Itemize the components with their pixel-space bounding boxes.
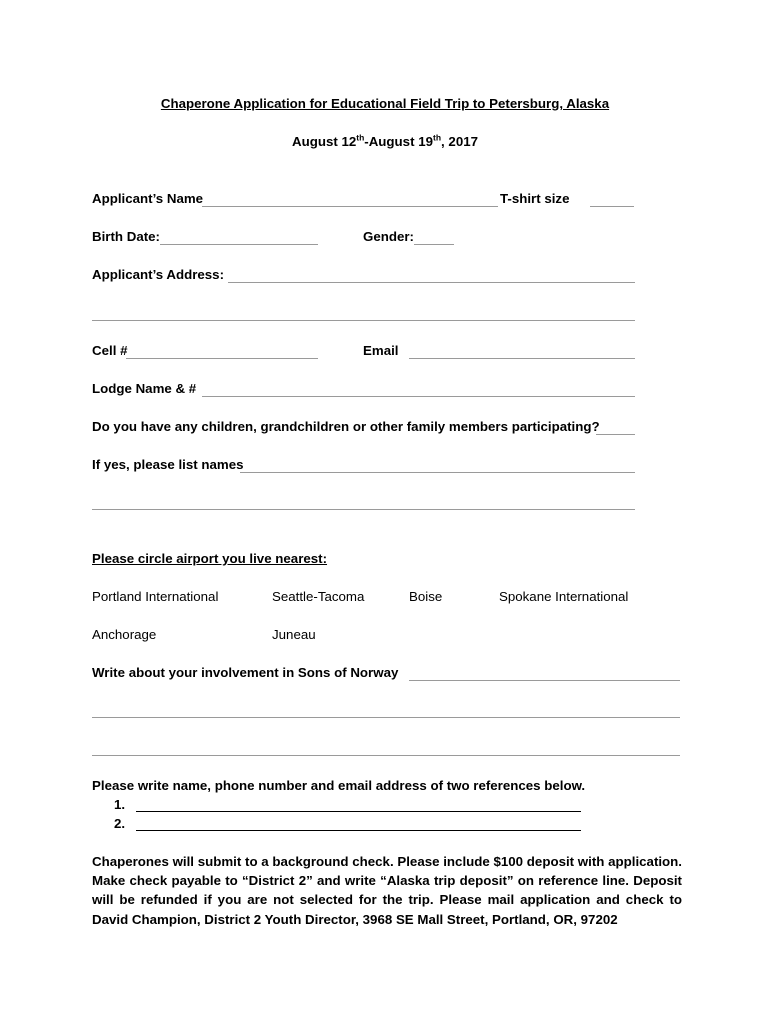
closing-instructions: Chaperones will submit to a background check. Please include $100 deposit with application. Make check payable to “District 2” and write “Alaska trip deposit” on reference line. Deposit will be refunded if you are not selected for the trip. Please mail application and check to David Champion, District 2 Youth Director, 3968 SE Mall Street, Portland, OR, 97202	[92, 854, 682, 927]
birth-date-field[interactable]	[160, 244, 318, 245]
references-heading: Please write name, phone number and email address of two references below.	[92, 778, 586, 793]
cell-field[interactable]	[126, 358, 318, 359]
lodge-label: Lodge Name & #	[92, 381, 197, 396]
form-title: Chaperone Application for Educational Field Trip to Petersburg, Alaska	[160, 96, 610, 111]
applicant-name-field[interactable]	[202, 206, 498, 207]
airport-option[interactable]: Portland International	[92, 589, 219, 604]
names-label: If yes, please list names	[92, 457, 244, 472]
applicant-name-label: Applicant’s Name	[92, 191, 204, 206]
date-start-suffix: th	[356, 132, 365, 143]
address-field-line-1[interactable]	[228, 282, 635, 283]
trip-dates	[0, 134, 770, 150]
date-end-suffix: th	[433, 132, 442, 143]
cell-label: Cell #	[92, 343, 128, 358]
lodge-field[interactable]	[202, 396, 635, 397]
reference-number: 1.	[114, 797, 126, 812]
email-label: Email	[363, 343, 399, 358]
email-field[interactable]	[409, 358, 635, 359]
airport-option[interactable]: Spokane International	[499, 589, 629, 604]
reference-field-1[interactable]	[136, 811, 581, 812]
birth-date-label: Birth Date:	[92, 229, 160, 244]
names-field-line-2[interactable]	[92, 509, 635, 510]
tshirt-size-label: T-shirt size	[500, 191, 570, 206]
date-year: , 2017	[441, 134, 479, 149]
airport-option[interactable]: Seattle-Tacoma	[272, 589, 365, 604]
address-field-line-2[interactable]	[92, 320, 635, 321]
airport-heading: Please circle airport you live nearest:	[92, 551, 328, 566]
address-label: Applicant’s Address:	[92, 267, 225, 282]
reference-number: 2.	[114, 816, 126, 831]
tshirt-size-field[interactable]	[590, 206, 634, 207]
involvement-field-line-2[interactable]	[92, 717, 680, 718]
reference-field-2[interactable]	[136, 830, 581, 831]
airport-option[interactable]: Juneau	[272, 627, 316, 642]
airport-option[interactable]: Anchorage	[92, 627, 157, 642]
names-field-line-1[interactable]	[240, 472, 635, 473]
children-question-label: Do you have any children, grandchildren or other family members participating?	[92, 419, 600, 434]
date-start: August 12	[291, 134, 357, 149]
involvement-label: Write about your involvement in Sons of Norway	[92, 665, 399, 680]
children-answer-field[interactable]	[596, 434, 635, 435]
gender-label: Gender:	[363, 229, 414, 244]
gender-field[interactable]	[414, 244, 454, 245]
airport-option[interactable]: Boise	[409, 589, 443, 604]
date-separator: -August 19	[364, 134, 433, 149]
involvement-field-line-3[interactable]	[92, 755, 680, 756]
involvement-field-line-1[interactable]	[409, 680, 680, 681]
